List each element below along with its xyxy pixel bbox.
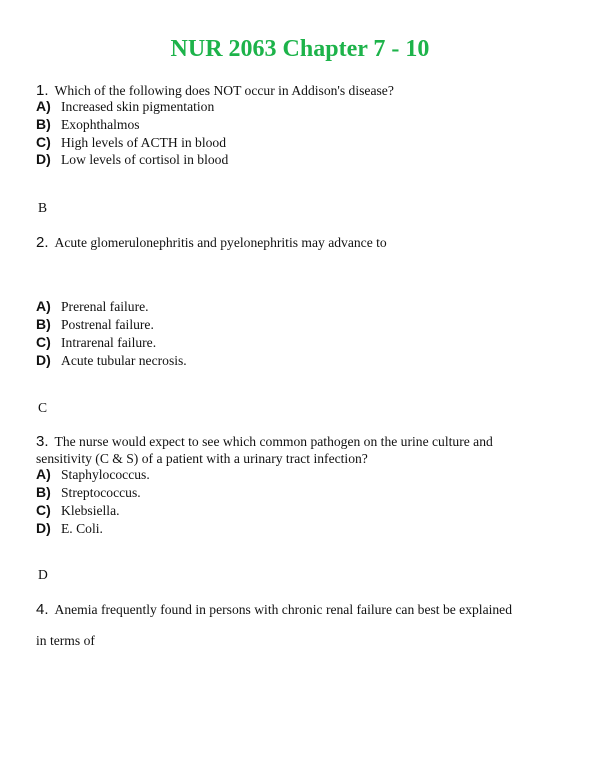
option-letter: C) xyxy=(36,502,51,518)
option-text: Increased skin pigmentation xyxy=(61,99,215,114)
question-1 xyxy=(36,82,566,99)
option-letter: C) xyxy=(36,134,51,150)
option-text: Prerenal failure. xyxy=(61,299,149,314)
option-text: Low levels of cortisol in blood xyxy=(61,152,229,167)
question-2 xyxy=(36,234,566,251)
option-a xyxy=(36,466,150,484)
question-text: Anemia frequently found in persons with chronic renal failure can best be explained xyxy=(54,602,513,617)
question-number: 1. xyxy=(36,82,49,99)
option-text: Staphylococcus. xyxy=(61,467,150,482)
option-a xyxy=(36,298,149,316)
option-d xyxy=(36,151,228,169)
option-letter: D) xyxy=(36,520,51,536)
option-text: Acute tubular necrosis. xyxy=(61,353,187,368)
option-letter: D) xyxy=(36,151,51,167)
option-letter: A) xyxy=(36,466,51,482)
option-letter: D) xyxy=(36,352,51,368)
option-c xyxy=(36,134,226,152)
option-text: Intrarenal failure. xyxy=(61,335,157,350)
question-number: 4. xyxy=(36,601,49,618)
question-number: 2. xyxy=(36,234,49,251)
question-3-line2: sensitivity (C & S) of a patient with a urinary tract infection? xyxy=(36,451,368,466)
option-b xyxy=(36,484,141,502)
question-4 xyxy=(36,601,566,618)
option-d xyxy=(36,520,103,538)
answer-1: B xyxy=(38,200,48,215)
option-b xyxy=(36,116,140,134)
document-title: NUR 2063 Chapter 7 - 10 xyxy=(170,36,430,62)
option-letter: A) xyxy=(36,298,51,314)
option-text: E. Coli. xyxy=(61,521,103,536)
answer-2: C xyxy=(38,400,48,415)
option-b xyxy=(36,316,154,334)
question-4-continuation: in terms of xyxy=(36,633,95,648)
option-text: Streptococcus. xyxy=(61,485,141,500)
question-number: 3. xyxy=(36,433,49,450)
question-text-line1: The nurse would expect to see which common pathogen on the urine culture and xyxy=(54,434,493,449)
option-text: Klebsiella. xyxy=(61,503,120,518)
option-letter: C) xyxy=(36,334,51,350)
option-a xyxy=(36,98,214,116)
option-d xyxy=(36,352,187,370)
option-letter: A) xyxy=(36,98,51,114)
option-c xyxy=(36,334,156,352)
option-c xyxy=(36,502,120,520)
option-letter: B) xyxy=(36,316,51,332)
option-text: High levels of ACTH in blood xyxy=(61,135,227,150)
option-text: Exophthalmos xyxy=(61,117,140,132)
option-letter: B) xyxy=(36,116,51,132)
question-text: Acute glomerulonephritis and pyelonephritis may advance to xyxy=(54,235,387,250)
question-text: Which of the following does NOT occur in Addison's disease? xyxy=(54,83,394,98)
answer-3: D xyxy=(38,567,48,582)
question-3 xyxy=(36,433,566,450)
option-text: Postrenal failure. xyxy=(61,317,154,332)
option-letter: B) xyxy=(36,484,51,500)
